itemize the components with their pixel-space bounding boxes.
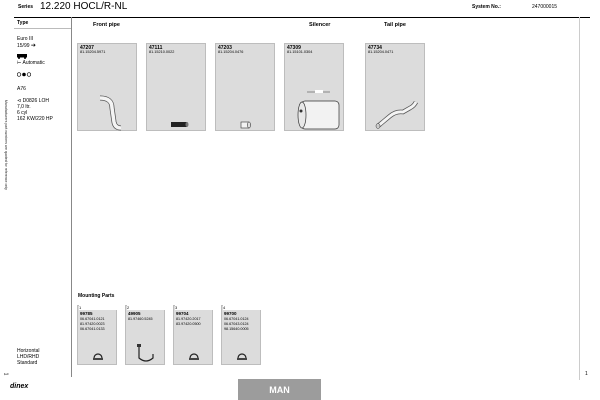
part-reference: 81.15101.0304 bbox=[287, 50, 313, 54]
part-reference: 81.15204.0471 bbox=[368, 50, 394, 54]
mounting-part-reference: 06.67043.0124 bbox=[224, 322, 249, 326]
part-code: 47203 bbox=[218, 45, 232, 51]
flex-pipe-icon bbox=[147, 44, 207, 132]
header-divider bbox=[14, 17, 590, 18]
part-reference: 81.15204.5971 bbox=[80, 50, 106, 54]
mounting-part-reference: 81.97420.0023 bbox=[80, 322, 105, 326]
orientation: Horizontal bbox=[17, 348, 40, 354]
page-number-right: 1 bbox=[585, 371, 588, 377]
axle-code: A76 bbox=[17, 86, 26, 92]
mounting-part-code: 99785 bbox=[80, 311, 93, 316]
mounting-part-number: 2 bbox=[127, 305, 165, 310]
mounting-part-code: 49905 bbox=[128, 311, 141, 316]
brand-bar bbox=[238, 379, 321, 400]
tail-pipe-icon bbox=[366, 44, 426, 132]
vehicle-info-column bbox=[14, 17, 72, 377]
dinex-logo: dinex bbox=[10, 383, 29, 390]
silencer-box-icon bbox=[285, 44, 345, 132]
mounting-part-card[interactable] bbox=[221, 305, 261, 365]
band-clamp-icon bbox=[136, 342, 156, 364]
right-border bbox=[579, 17, 580, 380]
mounting-part-card[interactable] bbox=[125, 305, 165, 365]
mounting-part-reference: 06.67041.0133 bbox=[80, 327, 105, 331]
arrow-right-icon: ➔ bbox=[30, 43, 36, 49]
clamp-icon bbox=[236, 352, 248, 362]
gearbox-icon: ⊢ bbox=[17, 60, 22, 66]
engine-icon: ⊲ bbox=[17, 98, 22, 104]
type-label: Type bbox=[17, 20, 29, 26]
part-card[interactable] bbox=[77, 43, 137, 131]
part-code: 47309 bbox=[287, 45, 301, 51]
engine-value: D0826 LOH bbox=[22, 98, 49, 104]
brand-name: MAN bbox=[269, 385, 290, 395]
front-pipe-bend-icon bbox=[78, 44, 138, 132]
production-date-value: 15/99 bbox=[17, 43, 30, 49]
variant: Standard bbox=[17, 360, 38, 366]
drive-side: LHD/RHD bbox=[17, 354, 40, 360]
part-card[interactable] bbox=[146, 43, 206, 131]
mounting-part-reference: 06.67041.0121 bbox=[80, 317, 105, 321]
mounting-part-card[interactable] bbox=[77, 305, 117, 365]
side-disclaimer-text: Manufacturers part numbers are quoted for reference only bbox=[4, 100, 8, 190]
mounting-part-card[interactable] bbox=[173, 305, 213, 365]
mounting-part-number: 3 bbox=[175, 305, 213, 310]
part-reference: 81.15204.0476 bbox=[218, 50, 244, 54]
part-code: 47207 bbox=[80, 45, 94, 51]
part-card[interactable] bbox=[365, 43, 425, 131]
mounting-part-number: 4 bbox=[223, 305, 261, 310]
system-number-label: System No.: bbox=[472, 4, 501, 10]
axle-icon bbox=[17, 72, 31, 79]
part-card[interactable] bbox=[284, 43, 344, 131]
clamp-icon bbox=[188, 352, 200, 362]
emission-standard: Euro III bbox=[17, 36, 34, 42]
clamp-icon bbox=[92, 352, 104, 362]
displacement: 7,0 ltr. bbox=[17, 104, 31, 110]
front-pipe-header: Front pipe bbox=[93, 22, 120, 28]
mounting-part-code: 99700 bbox=[224, 311, 237, 316]
cylinders: 6 cyl bbox=[17, 110, 28, 116]
mounting-part-code: 99704 bbox=[176, 311, 189, 316]
power: 162 KW/220 HP bbox=[17, 116, 53, 122]
mounting-part-reference: 83.97420.0500 bbox=[176, 322, 201, 326]
part-reference: 81.15210.0022 bbox=[149, 50, 175, 54]
mounting-part-reference: 81.97460.5245 bbox=[128, 317, 153, 321]
part-card[interactable] bbox=[215, 43, 275, 131]
transmission-value: Automatic bbox=[22, 60, 45, 66]
mounting-part-reference: 98.15640.0005 bbox=[224, 327, 249, 331]
mounting-part-reference: 06.67041.0124 bbox=[224, 317, 249, 321]
transmission bbox=[17, 60, 45, 66]
series-value: 12.220 HOCL/R-NL bbox=[40, 1, 128, 12]
page-number-left: 1 bbox=[2, 372, 9, 376]
tail-pipe-header: Tail pipe bbox=[384, 22, 406, 28]
system-number-value: 247000015 bbox=[532, 4, 558, 10]
production-date bbox=[17, 42, 36, 49]
silencer-header: Silencer bbox=[309, 22, 331, 28]
mounting-parts-title: Mounting Parts bbox=[78, 293, 115, 299]
series-label: Series bbox=[18, 4, 34, 10]
divider bbox=[14, 28, 71, 29]
short-pipe-icon bbox=[216, 44, 276, 132]
mounting-part-reference: 81.97420.2017 bbox=[176, 317, 201, 321]
side-disclaimer bbox=[0, 100, 12, 330]
configuration-info bbox=[17, 348, 40, 366]
part-code: 47111 bbox=[149, 45, 163, 51]
mounting-part-number: 1 bbox=[79, 305, 117, 310]
part-code: 47734 bbox=[368, 45, 382, 51]
